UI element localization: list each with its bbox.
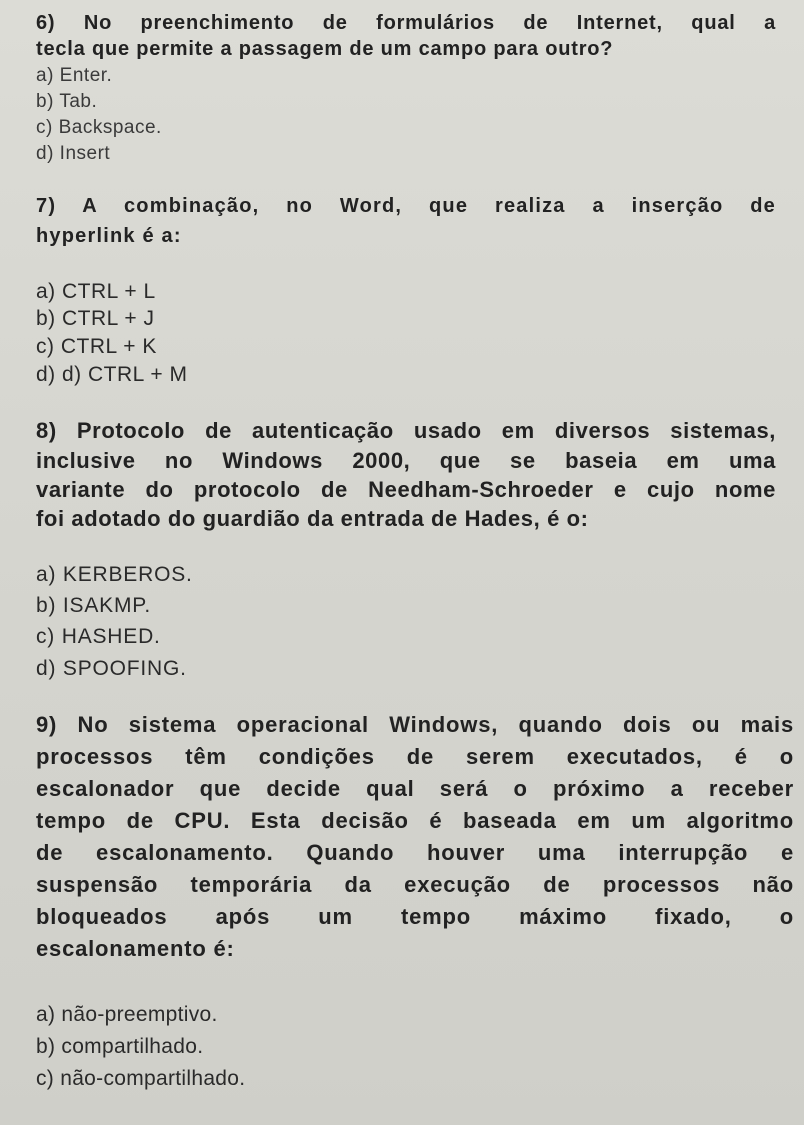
question-7-line-1: 7) A combinação, no Word, que realiza a inserção de bbox=[36, 195, 776, 217]
question-9-option-a: a) não-preemptivo. bbox=[36, 1003, 218, 1026]
question-8-line-4: foi adotado do guardião da entrada de Hades, é o: bbox=[36, 506, 589, 531]
question-6-option-d: d) Insert bbox=[36, 143, 111, 164]
question-9-line-5: de escalonamento. Quando houver uma interrupção e bbox=[36, 840, 794, 865]
question-7-option-d: d) d) CTRL + M bbox=[36, 363, 188, 386]
question-7-option-a: a) CTRL + L bbox=[36, 280, 156, 303]
question-8-option-c: c) HASHED. bbox=[36, 625, 161, 648]
question-9-line-8: escalonamento é: bbox=[36, 936, 235, 961]
question-9-line-6: suspensão temporária da execução de processos não bbox=[36, 872, 794, 897]
question-6-option-a: a) Enter. bbox=[36, 65, 113, 86]
question-8-option-b: b) ISAKMP. bbox=[36, 594, 151, 617]
question-8-line-2: inclusive no Windows 2000, que se baseia em uma bbox=[36, 448, 776, 473]
question-6-line-1: 6) No preenchimento de formulários de Internet, qual a bbox=[36, 12, 776, 34]
question-6-option-c: c) Backspace. bbox=[36, 117, 162, 138]
question-8-line-3: variante do protocolo de Needham-Schroeder e cujo nome bbox=[36, 477, 776, 502]
question-6-line-2: tecla que permite a passagem de um campo para outro? bbox=[36, 38, 614, 60]
question-8-line-1: 8) Protocolo de autenticação usado em diversos sistemas, bbox=[36, 418, 776, 443]
question-9-line-4: tempo de CPU. Esta decisão é baseada em um algoritmo bbox=[36, 808, 794, 833]
question-9-line-1: 9) No sistema operacional Windows, quando dois ou mais bbox=[36, 712, 794, 737]
question-9-line-7: bloqueados após um tempo máximo fixado, o bbox=[36, 904, 794, 929]
question-7-line-2: hyperlink é a: bbox=[36, 225, 182, 247]
question-8-option-d: d) SPOOFING. bbox=[36, 657, 187, 680]
question-9-line-2: processos têm condições de serem executados, é o bbox=[36, 744, 794, 769]
question-9-option-b: b) compartilhado. bbox=[36, 1035, 204, 1058]
question-7-option-b: b) CTRL + J bbox=[36, 307, 155, 330]
question-6-option-b: b) Tab. bbox=[36, 91, 98, 112]
question-9-option-c: c) não-compartilhado. bbox=[36, 1067, 246, 1090]
question-9-line-3: escalonador que decide qual será o próximo a receber bbox=[36, 776, 794, 801]
question-8-option-a: a) KERBEROS. bbox=[36, 563, 193, 586]
question-7-option-c: c) CTRL + K bbox=[36, 335, 157, 358]
